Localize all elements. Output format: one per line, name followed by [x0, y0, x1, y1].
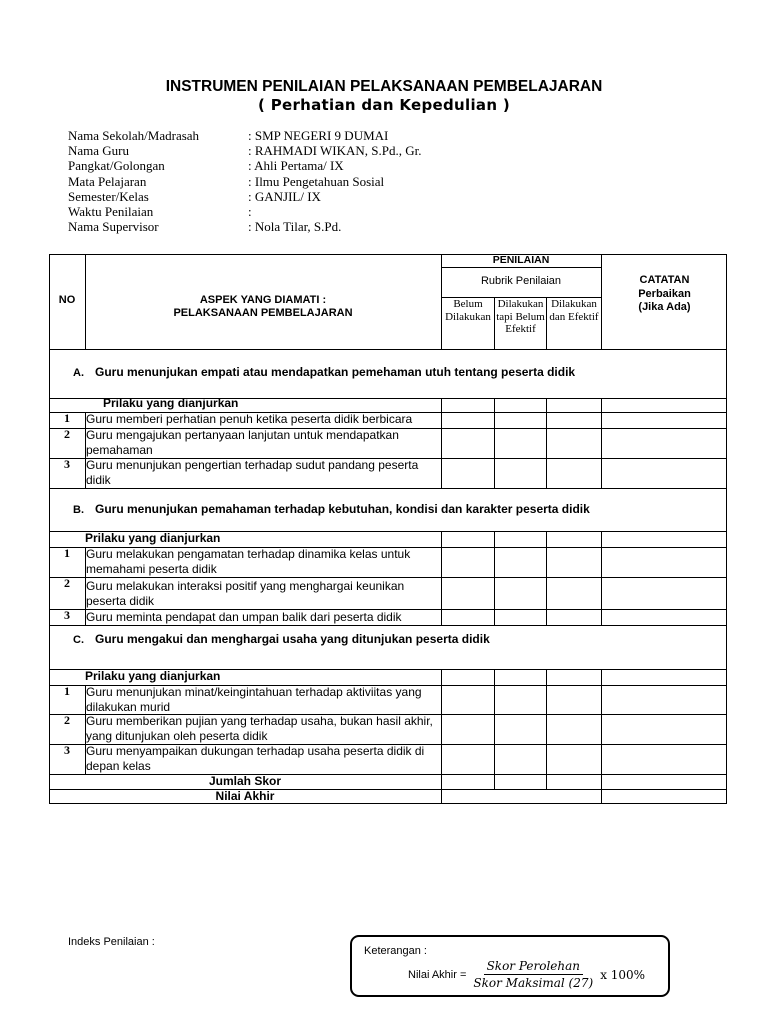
info-row-rank: [68, 158, 421, 173]
nilai-akhir-label: Nilai Akhir: [215, 789, 275, 803]
table-row: Guru memberi perhatian penuh ketika peserta didik berbicara: [86, 412, 413, 426]
row-number: 2: [64, 428, 70, 441]
section-letter: B.: [73, 504, 84, 516]
row-number: 3: [64, 744, 70, 757]
info-label: Pangkat/Golongan: [68, 158, 165, 174]
formula-numerator: Skor Perolehan: [484, 959, 583, 975]
header-dilakukan-belum-efektif: Dilakukan tapi Belum Efektif: [496, 298, 545, 335]
table-row: Guru mengajukan pertanyaan lanjutan untuk mendapatkan pemahaman: [86, 428, 399, 457]
header-catatan: [602, 274, 727, 315]
info-value: : Ahli Pertama/ IX: [248, 158, 344, 174]
info-row-supervisor: [68, 219, 421, 234]
info-label: Mata Pelajaran: [68, 173, 147, 189]
header-rubrik: Rubrik Penilaian: [480, 275, 562, 287]
table-row: Guru menunjukan minat/keingintahuan terhadap aktiviitas yang dilakukan murid: [86, 685, 422, 714]
row-number: 2: [64, 714, 70, 727]
header-aspek-line2: PELAKSANAAN PEMBELAJARAN: [173, 307, 353, 319]
header-dilakukan-efektif: Dilakukan dan Efektif: [549, 298, 599, 323]
row-number: 3: [64, 609, 70, 622]
section-b-title: [73, 502, 713, 516]
info-value: : GANJIL/ IX: [248, 188, 321, 204]
jumlah-skor-label: Jumlah Skor: [208, 774, 282, 788]
section-title-text: Guru menunjukan pemahaman terhadap kebutuhan, kondisi dan karakter peserta didik: [95, 502, 590, 516]
nilai-akhir-formula: [408, 959, 645, 990]
assessment-table: [49, 254, 727, 804]
table-row: Guru melakukan pengamatan terhadap dinamika kelas untuk memahami peserta didik: [86, 547, 411, 576]
section-title-text: Guru mengakui dan menghargai usaha yang ditunjukan peserta didik: [95, 632, 490, 646]
formula-fraction: [470, 959, 596, 990]
section-b-subheader: Prilaku yang dianjurkan: [85, 531, 221, 545]
info-label: Waktu Penilaian: [68, 203, 154, 219]
section-letter: C.: [73, 634, 84, 646]
section-a-subheader: Prilaku yang dianjurkan: [103, 396, 239, 410]
table-row: Guru menunjukan pengertian terhadap sudut pandang peserta didik: [86, 458, 419, 487]
info-label: Nama Guru: [68, 143, 130, 159]
header-catatan-line3: (Jika Ada): [638, 301, 691, 313]
identity-block: [68, 128, 421, 234]
formula-multiplier: x 100%: [600, 967, 646, 982]
table-row: Guru memberikan pujian yang terhadap usaha, bukan hasil akhir, yang ditunjukan oleh peserta didik: [86, 714, 433, 743]
row-number: 1: [64, 547, 70, 560]
form-title: INSTRUMEN PENILAIAN PELAKSANAAN PEMBELAJARAN: [165, 78, 603, 95]
table-row: Guru meminta pendapat dan umpan balik dari peserta didik: [86, 610, 402, 624]
formula-denominator: Skor Maksimal (27): [473, 976, 594, 990]
row-number: 3: [64, 458, 70, 471]
info-label: Nama Sekolah/Madrasah: [68, 128, 200, 143]
header-penilaian: PENILAIAN: [492, 254, 550, 266]
indeks-penilaian-label: Indeks Penilaian :: [68, 936, 155, 948]
table-row: Guru menyampaikan dukungan terhadap usaha peserta didik di depan kelas: [86, 744, 425, 773]
info-value: : Nola Tilar, S.Pd.: [248, 219, 342, 235]
section-c-subheader: Prilaku yang dianjurkan: [85, 669, 221, 683]
header-aspek: [85, 294, 441, 320]
info-row-teacher: [68, 143, 421, 158]
section-letter: A.: [73, 367, 84, 379]
formula-label: Nilai Akhir =: [408, 968, 467, 981]
info-label: Nama Supervisor: [68, 219, 159, 235]
info-value: : SMP NEGERI 9 DUMAI: [248, 128, 389, 143]
header-no: NO: [58, 294, 76, 306]
info-value: : Ilmu Pengetahuan Sosial: [248, 173, 385, 189]
info-row-semester: [68, 189, 421, 204]
row-number: 1: [64, 412, 70, 425]
info-value: : RAHMADI WIKAN, S.Pd., Gr.: [248, 143, 422, 159]
info-label: Semester/Kelas: [68, 188, 149, 204]
table-row: Guru melakukan interaksi positif yang menghargai keunikan peserta didik: [86, 579, 405, 608]
info-row-school: [68, 128, 421, 143]
info-row-subject: [68, 174, 421, 189]
header-aspek-line1: ASPEK YANG DIAMATI :: [199, 294, 327, 306]
keterangan-box: [350, 935, 670, 997]
section-c-title: [73, 632, 713, 646]
keterangan-title: Keterangan :: [364, 945, 427, 957]
header-belum-dilakukan: Belum Dilakukan: [445, 298, 491, 323]
info-row-time: [68, 204, 421, 219]
row-number: 2: [64, 577, 70, 590]
form-subtitle: ( Perhatian dan Kepedulian ): [258, 96, 510, 114]
section-title-text: Guru menunjukan empati atau mendapatkan pemehaman utuh tentang peserta didik: [95, 365, 576, 379]
section-a-title: [73, 365, 713, 379]
info-value: :: [248, 203, 252, 219]
row-number: 1: [64, 685, 70, 698]
header-catatan-line2: Perbaikan: [638, 287, 691, 300]
header-catatan-line1: CATATAN: [639, 274, 690, 286]
